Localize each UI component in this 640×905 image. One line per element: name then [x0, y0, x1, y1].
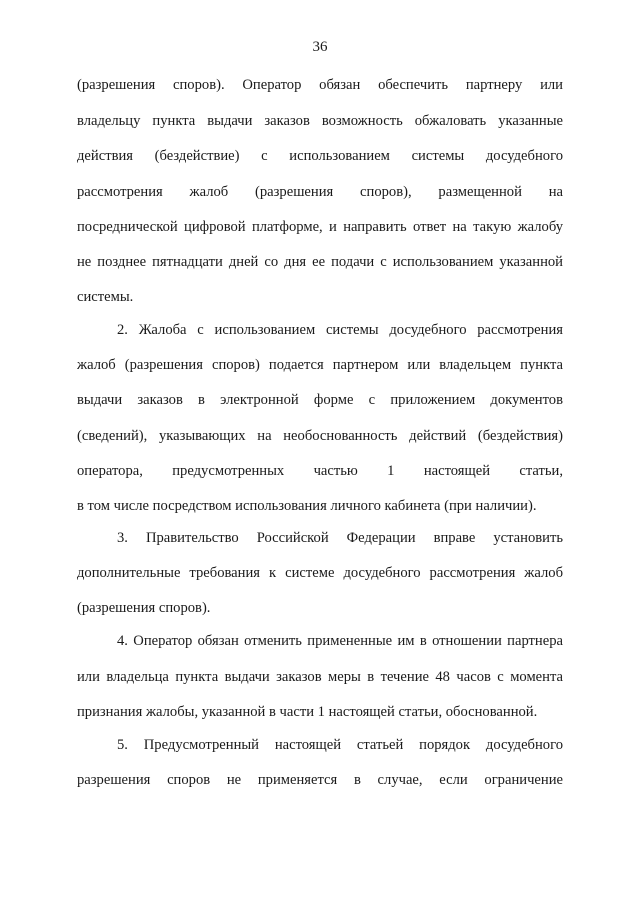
- text-line: 4. Оператор обязан отменить примененные им в отношении партнера: [117, 633, 563, 649]
- text-line: 5. Предусмотренный настоящей статьей порядок досудебного: [117, 737, 563, 753]
- text-line: 2. Жалоба с использованием системы досудебного рассмотрения: [117, 322, 563, 338]
- page-number: 36: [312, 39, 328, 55]
- text-line: выдачи заказов в электронной форме с приложением документов: [77, 392, 563, 408]
- text-line: (разрешения споров).: [77, 600, 211, 616]
- text-line: разрешения споров не применяется в случае, если ограничение: [77, 772, 563, 788]
- text-line: дополнительные требования к системе досудебного рассмотрения жалоб: [77, 565, 563, 581]
- text-line: оператора, предусмотренных частью 1 настоящей статьи,: [77, 463, 563, 479]
- text-line: жалоб (разрешения споров) подается партнером или владельцем пункта: [77, 357, 563, 373]
- text-line: посреднической цифровой платформе, и направить ответ на такую жалобу: [77, 219, 563, 235]
- text-line: (разрешения споров). Оператор обязан обеспечить партнеру или: [77, 77, 563, 93]
- text-line: системы.: [77, 289, 134, 305]
- text-line: признания жалобы, указанной в части 1 настоящей статьи, обоснованной.: [77, 704, 538, 720]
- text-line: или владельца пункта выдачи заказов меры в течение 48 часов с момента: [77, 669, 563, 685]
- text-line: 3. Правительство Российской Федерации вправе установить: [117, 530, 563, 546]
- text-line: действия (бездействие) с использованием системы досудебного: [77, 148, 563, 164]
- text-line: рассмотрения жалоб (разрешения споров), размещенной на: [77, 184, 563, 200]
- text-line: в том числе посредством использования личного кабинета (при наличии).: [77, 498, 537, 514]
- text-line: не позднее пятнадцати дней со дня ее подачи с использованием указанной: [77, 254, 563, 270]
- text-line: владельцу пункта выдачи заказов возможность обжаловать указанные: [77, 113, 563, 129]
- text-line: (сведений), указывающих на необоснованность действий (бездействия): [77, 428, 563, 444]
